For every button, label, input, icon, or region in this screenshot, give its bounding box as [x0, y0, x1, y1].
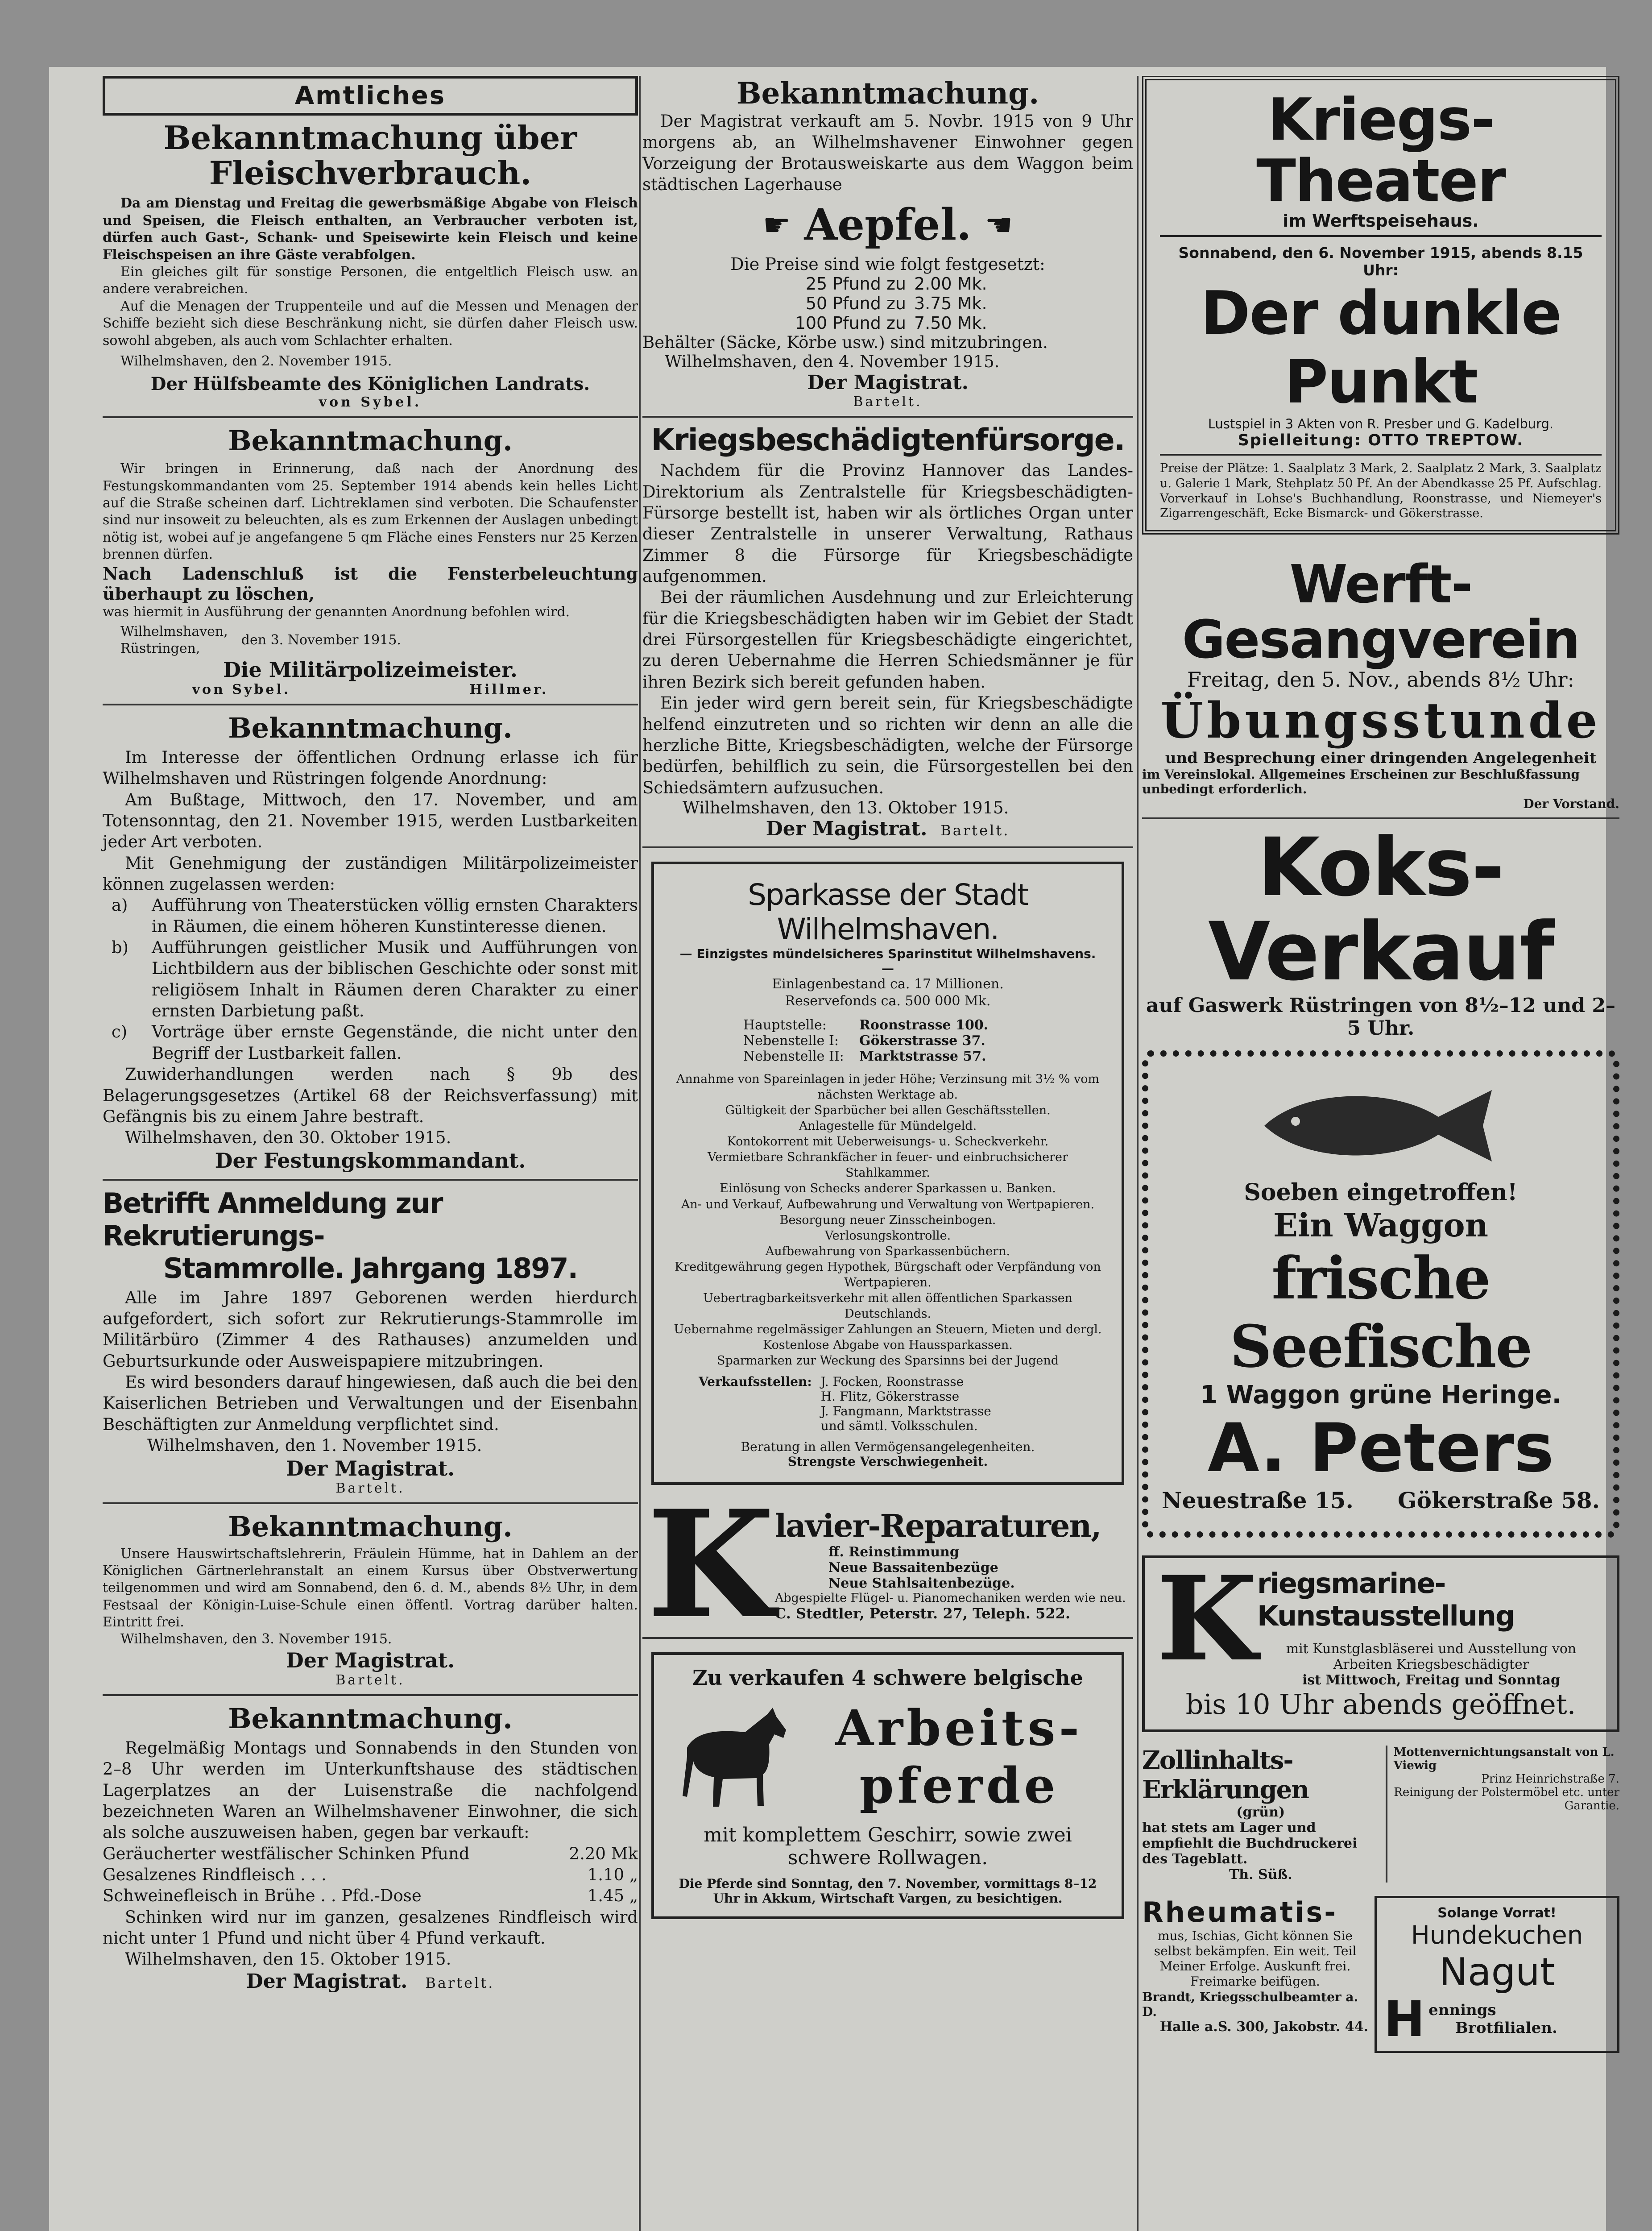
- signature: Der Magistrat.: [246, 1970, 408, 1993]
- ad-dog-biscuits: [1375, 1896, 1619, 2053]
- price-row: [642, 313, 1133, 333]
- ad-line: Die Pferde sind Sonntag, den 7. November, vormittags 8–12 Uhr in Akkum, Wirtschaft Vargen, zu besichtigen.: [679, 1876, 1097, 1906]
- service-item: Kreditgewährung gegen Hypothek, Bürgschaft oder Verpfändung von Wertpapieren.: [675, 1260, 1101, 1290]
- signature-name: von Sybel.: [192, 681, 291, 697]
- pointing-hand-icon: ☚: [985, 206, 1013, 243]
- column-divider: [639, 76, 641, 2231]
- list-item: [103, 1021, 638, 1064]
- product-row: [642, 199, 1133, 250]
- ad-customs: [1142, 1746, 1379, 1883]
- ad-initial: H: [1384, 1990, 1425, 2048]
- ad-row-bottom: [1142, 1896, 1619, 2053]
- service-item: Verlosungskontrolle.: [824, 1228, 951, 1243]
- paragraph: Unsere Hauswirtschaftslehrerin, Fräulein Hümme, hat in Dahlem an der Königlichen Gärtnerlehranstalt an einem Kursus über Obstverwertung teilgenommen und wird am Sonnabend, den 6. d. M., abends 8½ Uhr, in dem Festsaal der Königin-Luise-Schule einen öffentl. Vortrag darüber halten. Eintritt frei.: [103, 1546, 638, 1630]
- ad-prices: Preise der Plätze: 1. Saalplatz 3 Mark, 2. Saalplatz 2 Mark, 3. Saalplatz u. Galerie 1 Mark, Stehplatz 50 Pf. An der Abendkasse 25 Pf. Aufschlag. Vorverkauf in Lohse's Buchhandlung, Roonstrasse, und Niemeyer's Zigarrengeschäft, Ecke Bismarck- und Gökerstrasse.: [1160, 461, 1602, 521]
- signature-row: [642, 817, 1133, 840]
- ad-sign: Der Vorstand.: [1523, 796, 1619, 811]
- ad-title: Sparkasse der Stadt Wilhelmshaven.: [748, 877, 1028, 946]
- paragraph-emphasis: Nach Ladenschluß ist die Fensterbeleuchtung überhaupt zu löschen,: [103, 563, 638, 604]
- signature: Die Militärpolizeimeister.: [223, 657, 518, 682]
- price-value: 2.20 Mk: [569, 1844, 638, 1863]
- signature-name: Bartelt.: [335, 1672, 405, 1688]
- ad-brand-row: [1384, 1990, 1610, 2048]
- ad-line: mit komplettem Geschirr, sowie zwei schwere Rollwagen.: [704, 1823, 1072, 1869]
- paragraph: Behälter (Säcke, Körbe usw.) sind mitzubringen.: [642, 333, 1048, 352]
- horse-icon: [669, 1690, 803, 1824]
- sales-label: Verkaufsstellen:: [699, 1374, 812, 1389]
- service-item: Anlagestelle für Mündelgeld.: [799, 1119, 977, 1133]
- ad-title: Kriegs-Theater: [1256, 86, 1505, 215]
- divider: [1386, 1746, 1387, 1883]
- date-line: Wilhelmshaven, den 13. Oktober 1915.: [683, 798, 1009, 817]
- signature: Der Festungskommandant.: [215, 1148, 526, 1173]
- service-item: Sparmarken zur Weckung des Sparsinns bei der Jugend: [716, 1354, 1059, 1368]
- ad-big-text: Nagut: [1439, 1949, 1555, 1995]
- ad-address: Gökerstraße 58.: [1397, 1487, 1600, 1514]
- ad-line: Hundekuchen: [1411, 1920, 1583, 1950]
- place: Rüstringen,: [120, 641, 200, 657]
- column-ads: [1142, 76, 1619, 2053]
- ad-moth: [1394, 1746, 1619, 1883]
- sales-points: [699, 1374, 1104, 1433]
- ad-big-text: frische Seefische: [1230, 1244, 1532, 1381]
- signature-names: [103, 682, 638, 697]
- price-item: Geräucherter westfälischer Schinken Pfund: [103, 1844, 470, 1863]
- paragraph: Wir bringen in Erinnerung, daß nach der Anordnung des Festungskommandanten vom 25. September 1914 abends kein helles Licht auf die Straße scheinen darf. Lichtreklamen sind verboten. Die Schaufenster sind nur insoweit zu beleuchten, als es zum Erkennen der Auslagen unbedingt nötig ist, wobei auf je angefangene 5 qm Fläche eines Fensters nur 25 Kerzen brennen dürfen.: [103, 461, 638, 563]
- price-value: 3.75 Mk.: [914, 294, 987, 314]
- ad-title: riegsmarine-Kunstausstellung: [1257, 1567, 1515, 1632]
- ad-sparkasse: [651, 862, 1124, 1485]
- paragraph: Schinken wird nur im ganzen, gesalzenes Rindfleisch wird nicht unter 1 Pfund und nicht über 4 Pfund verkauft.: [103, 1907, 638, 1948]
- ad-big-text: pferde: [859, 1756, 1059, 1814]
- sales-item: J. Focken, Roonstrasse: [820, 1374, 964, 1389]
- signature-name: Bartelt.: [853, 394, 923, 410]
- sales-item: und sämtl. Volksschulen.: [820, 1418, 978, 1433]
- branch-address: Gökerstrasse 37.: [859, 1033, 985, 1049]
- service-item: Besorgung neuer Zinsscheinbogen.: [779, 1213, 996, 1227]
- divider: [642, 846, 1133, 848]
- paragraph: Mit Genehmigung der zuständigen Militärpolizeimeister können zugelassen werden:: [103, 853, 638, 894]
- ad-line: und Besprechung einer dringenden Angelegenheit: [1165, 749, 1597, 767]
- divider: [103, 416, 638, 418]
- signature-name: Hillmer.: [469, 681, 549, 697]
- ad-brand: ennings: [1428, 2001, 1496, 2019]
- price-row: [103, 1885, 638, 1906]
- play-title: Der dunkle Punkt: [1201, 278, 1561, 417]
- price-list: [103, 1843, 638, 1907]
- signature-row: [103, 1970, 638, 1993]
- ad-line: Solange Vorrat!: [1437, 1905, 1557, 1921]
- ad-choir: [1142, 553, 1619, 811]
- ad-date: Sonnabend, den 6. November 1915, abends 8.15 Uhr:: [1178, 244, 1583, 279]
- ad-line: ff. Reinstimmung: [828, 1544, 959, 1560]
- price-qty: 50 Pfund zu: [805, 294, 906, 314]
- paragraph: Auf die Menagen der Truppenteile und auf die Messen und Menagen der Schiffe bezieht sich diese Beschränkung nicht, sie dürfen daher Fleisch usw. sowohl abgeben, als auch vom Schlachter erhalten.: [103, 298, 638, 348]
- pointing-hand-icon: ☛: [762, 206, 791, 243]
- list-item: [103, 895, 638, 937]
- place: Wilhelmshaven,: [120, 624, 228, 640]
- date-block: [103, 623, 638, 658]
- price-value: 2.00 Mk.: [914, 274, 987, 294]
- paragraph: Zuwiderhandlungen werden nach § 9b des Belagerungsgesetzes (Artikel 68 der Reichsverfassung) mit Gefängnis bis zu einem Jahre bestraft.: [103, 1065, 638, 1126]
- fish-icon: [1162, 1074, 1608, 1177]
- ad-line: Beratung in allen Vermögensangelegenheiten.: [741, 1439, 1035, 1454]
- ad-art-row: [1156, 1551, 1605, 1688]
- signature: Der Magistrat.: [286, 1648, 455, 1672]
- sales-list: [821, 1374, 991, 1433]
- divider: [103, 1502, 638, 1504]
- service-item: Uebertragbarkeitsverkehr mit allen öffentlichen Sparkassen Deutschlands.: [703, 1291, 1073, 1321]
- ad-line: Einlagenbestand ca. 17 Millionen.: [772, 976, 1004, 992]
- ad-line: Abgespielte Flügel- u. Pianomechaniken werden wie neu.: [774, 1591, 1126, 1605]
- ad-piano-repair: [647, 1477, 1129, 1651]
- notice-lecture: [103, 1510, 638, 1688]
- divider: [642, 416, 1133, 418]
- ad-line: mus, Ischias, Gicht können Sie selbst bekämpfen. Ein weit. Teil Meiner Erfolge. Auskunft frei. Freimarke beifügen.: [1154, 1928, 1357, 1989]
- ad-title: Zollinhalts-Erklärungen: [1142, 1745, 1308, 1804]
- paragraph: was hiermit in Ausführung der genannten Anordnung befohlen wird.: [103, 604, 570, 620]
- signature-name: Bartelt.: [940, 821, 1010, 839]
- signature: Der Magistrat.: [766, 817, 927, 840]
- price-row: [642, 294, 1133, 313]
- list-label: a): [112, 896, 128, 915]
- signature-name: von Sybel.: [319, 394, 422, 411]
- ad-title: Koks-Verkauf: [1208, 821, 1553, 999]
- ad-line: Neue Stahlsaitenbezüge.: [828, 1575, 1015, 1591]
- notice-title: Bekanntmachung.: [228, 424, 513, 457]
- paragraph: Der Magistrat verkauft am 5. Novbr. 1915 von 9 Uhr morgens ab, an Wilhelmshavener Einwohner gegen Vorzeigung der Brotausweiskarte aus dem Waggon beim städtischen Lagerhause: [642, 112, 1133, 195]
- ad-line: bis 10 Uhr abends geöffnet.: [1185, 1688, 1576, 1721]
- column-official-notices: [103, 76, 638, 1993]
- ad-line: (grün): [1236, 1804, 1285, 1820]
- section-header: Amtliches: [103, 76, 638, 116]
- date-line: Wilhelmshaven, den 4. November 1915.: [665, 352, 1000, 372]
- sales-item: H. Flitz, Gökerstrasse: [820, 1389, 960, 1404]
- service-item: Aufbewahrung von Sparkassenbüchern.: [765, 1244, 1010, 1258]
- branch-label: Nebenstelle I:: [743, 1033, 839, 1049]
- price-qty: 100 Pfund zu: [795, 313, 906, 333]
- paragraph: Ein gleiches gilt für sonstige Personen, die entgeltlich Fleisch usw. an andere verabreichen.: [103, 264, 638, 297]
- notice-title: Bekanntmachung.: [228, 1510, 513, 1543]
- ad-subtitle: — Einzigstes mündelsicheres Sparinstitut Wilhelmshavens. —: [679, 946, 1096, 976]
- ad-addresses: [1162, 1487, 1600, 1514]
- branch-address: Marktstrasse 57.: [859, 1048, 986, 1064]
- ad-title: lavier-Reparaturen,: [774, 1507, 1101, 1544]
- ad-subtitle: im Werftspeisehaus.: [1160, 211, 1602, 237]
- ad-date: Freitag, den 5. Nov., abends 8½ Uhr:: [1187, 667, 1574, 692]
- ad-line: ist Mittwoch, Freitag und Sonntag: [1302, 1672, 1561, 1688]
- divider: [103, 1179, 638, 1181]
- ad-title: Mottenvernichtungsanstalt von L. Viewig: [1393, 1745, 1615, 1772]
- ad-line: Reinigung der Polstermöbel etc. unter Garantie.: [1394, 1785, 1619, 1812]
- notice-title: Bekanntmachung.: [228, 711, 513, 744]
- list-label: b): [112, 938, 129, 958]
- services-list: [672, 1071, 1104, 1369]
- paragraph: Im Interesse der öffentlichen Ordnung erlasse ich für Wilhelmshaven und Rüstringen folgende Anordnung:: [103, 747, 638, 788]
- column-divider: [1137, 76, 1139, 2231]
- ad-row-small: [1142, 1746, 1619, 1883]
- signature: Der Hülfsbeamte des Königlichen Landrats.: [150, 373, 590, 395]
- ad-rheumatism: [1142, 1896, 1368, 2053]
- service-item: Gültigkeit der Sparbücher bei allen Geschäftsstellen.: [725, 1103, 1051, 1117]
- notice-festivities: [103, 712, 638, 1173]
- ad-sign: Th. Süß.: [1229, 1866, 1292, 1883]
- prices-intro: Die Preise sind wie folgt festgesetzt:: [730, 254, 1045, 274]
- price-value: 7.50 Mk.: [914, 313, 987, 333]
- list-label: c): [112, 1022, 128, 1042]
- signature-name: Bartelt.: [335, 1480, 405, 1496]
- price-list: [642, 274, 1133, 333]
- ad-address: Neuestraße 15.: [1162, 1487, 1354, 1514]
- ad-line: Lustspiel in 3 Akten von R. Presber und G. Kadelburg.: [1208, 416, 1554, 432]
- ad-line: Reservefonds ca. 500 000 Mk.: [785, 993, 991, 1009]
- price-value: 1.45 „: [587, 1886, 638, 1906]
- date-line: Wilhelmshaven, den 1. November 1915.: [147, 1436, 482, 1456]
- notice-lighting: [103, 424, 638, 697]
- service-item: Annahme von Spareinlagen in jeder Höhe; Verzinsung mit 3½ % vom nächsten Werktage ab.: [676, 1072, 1100, 1102]
- price-row: [642, 274, 1133, 294]
- ad-line: Brotfilialen.: [1455, 2019, 1557, 2037]
- ad-fish: [1142, 1050, 1619, 1538]
- ad-war-theater: [1142, 76, 1619, 535]
- notice-title: Bekanntmachung.: [736, 76, 1039, 111]
- notice-title: Betrifft Anmeldung zur Rekrutierungs-: [103, 1186, 443, 1252]
- branch-row: [743, 1033, 1104, 1049]
- notice-title: Kriegsbeschädigtenfürsorge.: [651, 423, 1125, 458]
- ad-line: hat stets am Lager und empfiehlt die Buchdruckerei des Tageblatt.: [1142, 1820, 1358, 1867]
- notice-meat: [103, 120, 638, 410]
- list: [103, 895, 638, 1064]
- ad-big-text: Übungsstunde: [1160, 691, 1601, 749]
- ad-horse-row: [669, 1690, 1106, 1824]
- paragraph: Bei der räumlichen Ausdehnung und zur Erleichterung für die Kriegsbeschädigten haben wir im Gebiet der Stadt drei Fürsorgestellen für Kriegsbeschädigte eingerichtet, zu deren Uebernahme die Herren Schiedsmänner je für ihren Bezirk sich bereit gefunden haben.: [642, 588, 1133, 692]
- ad-line: C. Stedtler, Peterstr. 27, Teleph. 522.: [774, 1605, 1070, 1622]
- notice-title: Stammrolle. Jahrgang 1897.: [163, 1252, 578, 1285]
- ad-art-exhibition: [1142, 1551, 1619, 1732]
- branch-row: [743, 1049, 1104, 1064]
- signature: Der Magistrat.: [286, 1456, 455, 1480]
- list-item: [103, 937, 638, 1021]
- service-item: Kontokorrent mit Ueberweisungs- u. Scheckverkehr.: [727, 1135, 1049, 1149]
- list-text: Aufführungen geistlicher Musik und Aufführungen von Lichtbildern aus der biblischen Geschichte oder sonst mit religiösem Inhalt in Räumen deren Charakter zu einer ernsten Darbietung paßt.: [152, 938, 638, 1021]
- paragraph: Ein jeder wird gern bereit sein, für Kriegsbeschädigte helfend einzutreten und so richten wir denn an alle die herzliche Bitte, Kriegsbeschädigten, welche der Fürsorge bedürfen, behilflich zu sein, die Fürsorgestellen bei den Schiedsämtern aufzusuchen.: [642, 693, 1133, 797]
- date-line: Wilhelmshaven, den 2. November 1915.: [120, 353, 392, 369]
- ad-line: Brandt, Kriegsschulbeamter a. D.: [1142, 1989, 1358, 2019]
- branch-list: [743, 1017, 1104, 1064]
- date-line: Wilhelmshaven, den 15. Oktober 1915.: [125, 1949, 451, 1969]
- price-value: 1.10 „: [587, 1865, 638, 1884]
- ad-initial: K: [647, 1477, 775, 1651]
- ad-line: Prinz Heinrichstraße 7.: [1481, 1772, 1619, 1786]
- date-line: den 3. November 1915.: [241, 632, 401, 648]
- branch-label: Nebenstelle II:: [743, 1048, 844, 1064]
- ad-line: Soeben eingetroffen!: [1244, 1178, 1518, 1206]
- notice-recruitment: [103, 1187, 638, 1496]
- date-line: Wilhelmshaven, den 3. November 1915.: [120, 1631, 392, 1647]
- ad-line: Neue Bassaitenbezüge: [828, 1559, 998, 1576]
- signature: Der Magistrat.: [807, 371, 969, 394]
- ad-line: Ein Waggon: [1273, 1206, 1488, 1244]
- service-item: Einlösung von Schecks anderer Sparkassen u. Banken.: [720, 1182, 1056, 1196]
- divider: [103, 1694, 638, 1696]
- service-item: Uebernahme regelmässiger Zahlungen an Steuern, Mieten und dergl.: [674, 1323, 1102, 1337]
- paragraph: Am Bußtage, Mittwoch, den 17. November, und am Totensonntag, den 21. November 1915, werden Lustbarkeiten jeder Art verboten.: [103, 790, 638, 852]
- price-row: [103, 1843, 638, 1864]
- ad-line: Spielleitung: OTTO TREPTOW.: [1160, 431, 1602, 456]
- product-name: Aepfel.: [804, 199, 972, 250]
- service-item: An- und Verkauf, Aufbewahrung und Verwaltung von Wertpapieren.: [681, 1197, 1095, 1211]
- list-text: Vorträge über ernste Gegenstände, die nicht unter den Begriff der Lustbarkeit fallen.: [152, 1022, 638, 1063]
- notice-title: Bekanntmachung über Fleischverbrauch.: [163, 119, 577, 192]
- ad-line: Zu verkaufen 4 schwere belgische: [692, 1665, 1083, 1690]
- divider: [103, 704, 638, 705]
- ad-line: auf Gaswerk Rüstringen von 8½–12 und 2–5 Uhr.: [1146, 994, 1616, 1040]
- column-middle: [642, 76, 1133, 1932]
- paragraph: Nachdem für die Provinz Hannover das Landes-Direktorium als Zentralstelle für Kriegsbeschädigten-Fürsorge bestellt ist, haben wir als örtliches Organ unter dieser Zentralstelle in unserer Verwaltung, Rathaus Zimmer 8 die Fürsorge für Kriegsbeschädigte aufgenommen.: [642, 461, 1133, 586]
- notice-apples: [642, 76, 1133, 410]
- branch-label: Hauptstelle:: [743, 1017, 827, 1033]
- ad-line: im Vereinslokal. Allgemeines Erscheinen zur Beschlußfassung unbedingt erforderlich.: [1142, 767, 1580, 796]
- price-row: [103, 1864, 638, 1885]
- ad-horses: [651, 1652, 1124, 1919]
- ad-title: Werft-Gesangverein: [1182, 553, 1580, 671]
- branch-row: [743, 1017, 1104, 1033]
- ad-title: Rheumatis-: [1142, 1895, 1338, 1928]
- ad-line: Strengste Verschwiegenheit.: [787, 1454, 988, 1469]
- sales-item: J. Fangmann, Marktstrasse: [820, 1403, 991, 1418]
- paragraph: Regelmäßig Montags und Sonnabends in den Stunden von 2–8 Uhr werden im Unterkunftshause des städtischen Lagerplatzes an der Luisenstraße die nachfolgend bezeichneten Waren an Wilhelmshavener Einwohner, die sich als solche auszuweisen haben, gegen bar verkauft:: [103, 1738, 638, 1842]
- ad-line: Halle a.S. 300, Jakobstr. 44.: [1159, 2019, 1368, 2035]
- paragraph: Es wird besonders darauf hingewiesen, daß auch die bei den Kaiserlichen Betrieben und Verwaltungen und der Eisenbahn Beschäftigten zur Anmeldung verpflichtet sind.: [103, 1373, 638, 1434]
- notice-meat-sale: [103, 1702, 638, 1993]
- ad-line: mit Kunstglasbläserei und Ausstellung von Arbeiten Kriegsbeschädigter: [1286, 1641, 1577, 1672]
- ad-line: 1 Waggon grüne Heringe.: [1200, 1380, 1561, 1410]
- notice-title: Bekanntmachung.: [228, 1702, 513, 1735]
- divider: [1142, 817, 1619, 819]
- ad-initial: K: [1156, 1551, 1257, 1687]
- notice-war-disabled-care: [642, 424, 1133, 840]
- paragraph: Da am Dienstag und Freitag die gewerbsmäßige Abgabe von Fleisch und Speisen, die Fleisch enthalten, an Verbraucher verboten ist, dürfen auch Gast-, Schank- und Speisewirte kein Fleisch und keine Fleischspeisen an ihre Gäste verabfolgen.: [103, 195, 638, 263]
- price-qty: 25 Pfund zu: [805, 274, 906, 294]
- service-item: Kostenlose Abgabe von Haussparkassen.: [763, 1338, 1013, 1352]
- ad-merchant: A. Peters: [1207, 1409, 1554, 1487]
- paragraph: Alle im Jahre 1897 Geborenen werden hierdurch aufgefordert, sich sofort zur Rekrutierungs-Stammrolle im Militärbüro (Zimmer 4 des Rathauses) anzumelden und Geburtsurkunde oder Ausweispapiere mitzubringen.: [103, 1288, 638, 1371]
- price-item: Schweinefleisch in Brühe . . Pfd.-Dose: [103, 1886, 422, 1906]
- signature-name: Bartelt.: [425, 1974, 495, 1991]
- branch-address: Roonstrasse 100.: [859, 1017, 989, 1033]
- ad-big-text: Arbeits-: [835, 1699, 1083, 1757]
- date-line: Wilhelmshaven, den 30. Oktober 1915.: [125, 1128, 451, 1148]
- service-item: Vermietbare Schrankfächer in feuer- und einbruchsicherer Stahlkammer.: [708, 1150, 1068, 1180]
- price-item: Gesalzenes Rindfleisch . . .: [103, 1865, 327, 1884]
- ad-coke-sale: [1142, 821, 1619, 1040]
- list-text: Aufführung von Theaterstücken völlig ernsten Charakters in Räumen, die einem höheren Kunstinteresse dienen.: [152, 896, 638, 936]
